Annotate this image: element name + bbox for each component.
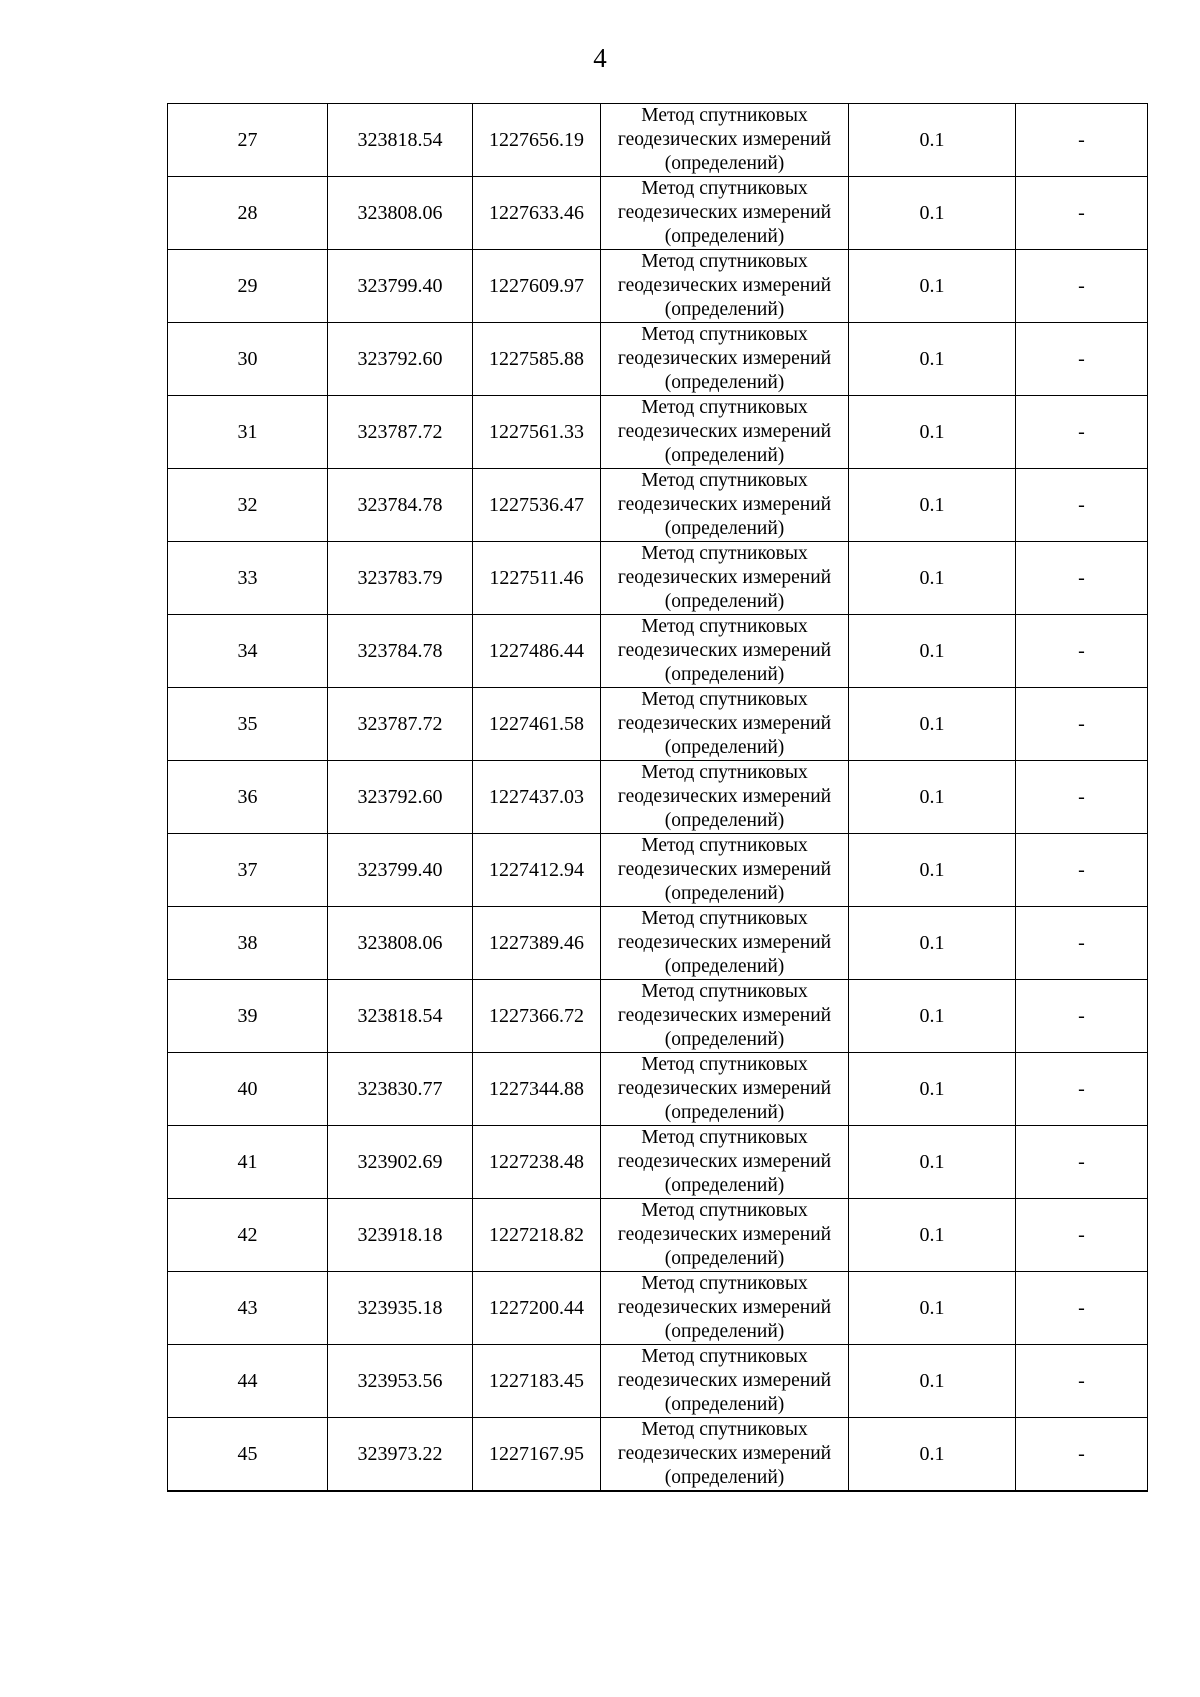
method-line: геодезических измерений [617, 567, 832, 588]
method-line: (определений) [664, 299, 785, 320]
method-line: геодезических измерений [617, 421, 832, 442]
method-line: Метод спутниковых [641, 543, 808, 564]
point-number-cell: 28 [168, 177, 328, 250]
note-cell: - [1016, 104, 1148, 177]
accuracy-cell: 0.1 [849, 177, 1016, 250]
method-cell [601, 1199, 849, 1272]
accuracy-cell: 0.1 [849, 980, 1016, 1053]
method-line: (определений) [664, 1175, 785, 1196]
table-body [168, 104, 1148, 1492]
method-line: геодезических измерений [617, 713, 832, 734]
method-line: Метод спутниковых [641, 1273, 808, 1294]
method-cell [601, 250, 849, 323]
method-line: Метод спутниковых [641, 981, 808, 1002]
accuracy-cell: 0.1 [849, 469, 1016, 542]
method-line: Метод спутниковых [641, 908, 808, 929]
method-line: (определений) [664, 1248, 785, 1269]
note-cell: - [1016, 1418, 1148, 1492]
accuracy-cell: 0.1 [849, 761, 1016, 834]
point-number-cell: 44 [168, 1345, 328, 1418]
method-line: геодезических измерений [617, 494, 832, 515]
method-cell [601, 1345, 849, 1418]
note-cell: - [1016, 688, 1148, 761]
x-coordinate-cell: 323799.40 [328, 834, 473, 907]
point-number-cell: 37 [168, 834, 328, 907]
point-number-cell: 35 [168, 688, 328, 761]
page-number: 4 [593, 43, 607, 73]
method-line: геодезических измерений [617, 1370, 832, 1391]
accuracy-cell: 0.1 [849, 615, 1016, 688]
table-row [168, 542, 1148, 615]
point-number-cell: 39 [168, 980, 328, 1053]
x-coordinate-cell: 323784.78 [328, 615, 473, 688]
y-coordinate-cell: 1227183.45 [473, 1345, 601, 1418]
method-line: Метод спутниковых [641, 397, 808, 418]
note-cell: - [1016, 542, 1148, 615]
y-coordinate-cell: 1227366.72 [473, 980, 601, 1053]
y-coordinate-cell: 1227609.97 [473, 250, 601, 323]
method-line: Метод спутниковых [641, 1200, 808, 1221]
accuracy-cell: 0.1 [849, 1272, 1016, 1345]
table-row [168, 688, 1148, 761]
y-coordinate-cell: 1227486.44 [473, 615, 601, 688]
x-coordinate-cell: 323799.40 [328, 250, 473, 323]
y-coordinate-cell: 1227238.48 [473, 1126, 601, 1199]
method-line: (определений) [664, 153, 785, 174]
method-line: геодезических измерений [617, 1297, 832, 1318]
y-coordinate-cell: 1227511.46 [473, 542, 601, 615]
y-coordinate-cell: 1227167.95 [473, 1418, 601, 1492]
method-line: Метод спутниковых [641, 1346, 808, 1367]
method-line: геодезических измерений [617, 348, 832, 369]
method-line: геодезических измерений [617, 640, 832, 661]
method-line: Метод спутниковых [641, 1419, 808, 1440]
method-line: (определений) [664, 591, 785, 612]
method-line: (определений) [664, 445, 785, 466]
method-line: (определений) [664, 226, 785, 247]
method-line: (определений) [664, 1467, 785, 1488]
note-cell: - [1016, 761, 1148, 834]
method-line: Метод спутниковых [641, 105, 808, 126]
note-cell: - [1016, 834, 1148, 907]
x-coordinate-cell: 323830.77 [328, 1053, 473, 1126]
method-line: (определений) [664, 737, 785, 758]
method-line: геодезических измерений [617, 1443, 832, 1464]
accuracy-cell: 0.1 [849, 834, 1016, 907]
coordinates-table [167, 103, 1148, 1492]
accuracy-cell: 0.1 [849, 1053, 1016, 1126]
table-row [168, 396, 1148, 469]
x-coordinate-cell: 323818.54 [328, 104, 473, 177]
note-cell: - [1016, 907, 1148, 980]
point-number-cell: 41 [168, 1126, 328, 1199]
point-number-cell: 36 [168, 761, 328, 834]
table-row [168, 1272, 1148, 1345]
table-row [168, 323, 1148, 396]
table-row [168, 177, 1148, 250]
method-line: Метод спутниковых [641, 689, 808, 710]
note-cell: - [1016, 1345, 1148, 1418]
x-coordinate-cell: 323935.18 [328, 1272, 473, 1345]
x-coordinate-cell: 323783.79 [328, 542, 473, 615]
note-cell: - [1016, 323, 1148, 396]
method-line: (определений) [664, 883, 785, 904]
method-line: Метод спутниковых [641, 470, 808, 491]
method-cell [601, 1053, 849, 1126]
method-cell [601, 761, 849, 834]
method-line: Метод спутниковых [641, 616, 808, 637]
y-coordinate-cell: 1227561.33 [473, 396, 601, 469]
table-row [168, 250, 1148, 323]
table-row [168, 1345, 1148, 1418]
x-coordinate-cell: 323918.18 [328, 1199, 473, 1272]
method-cell [601, 469, 849, 542]
method-line: (определений) [664, 1394, 785, 1415]
method-cell [601, 177, 849, 250]
table-row [168, 615, 1148, 688]
method-cell [601, 615, 849, 688]
method-line: геодезических измерений [617, 1078, 832, 1099]
method-line: Метод спутниковых [641, 762, 808, 783]
note-cell: - [1016, 469, 1148, 542]
method-line: (определений) [664, 1321, 785, 1342]
table-row [168, 1199, 1148, 1272]
method-cell [601, 688, 849, 761]
method-cell [601, 1126, 849, 1199]
table-row [168, 1126, 1148, 1199]
x-coordinate-cell: 323808.06 [328, 907, 473, 980]
point-number-cell: 38 [168, 907, 328, 980]
accuracy-cell: 0.1 [849, 323, 1016, 396]
method-line: геодезических измерений [617, 859, 832, 880]
accuracy-cell: 0.1 [849, 104, 1016, 177]
accuracy-cell: 0.1 [849, 250, 1016, 323]
y-coordinate-cell: 1227656.19 [473, 104, 601, 177]
x-coordinate-cell: 323784.78 [328, 469, 473, 542]
method-line: Метод спутниковых [641, 1127, 808, 1148]
method-line: (определений) [664, 664, 785, 685]
method-line: (определений) [664, 810, 785, 831]
note-cell: - [1016, 177, 1148, 250]
point-number-cell: 40 [168, 1053, 328, 1126]
point-number-cell: 45 [168, 1418, 328, 1492]
method-cell [601, 323, 849, 396]
y-coordinate-cell: 1227412.94 [473, 834, 601, 907]
point-number-cell: 30 [168, 323, 328, 396]
method-line: геодезических измерений [617, 129, 832, 150]
note-cell: - [1016, 1199, 1148, 1272]
table-row [168, 907, 1148, 980]
accuracy-cell: 0.1 [849, 907, 1016, 980]
method-cell [601, 907, 849, 980]
point-number-cell: 33 [168, 542, 328, 615]
x-coordinate-cell: 323902.69 [328, 1126, 473, 1199]
point-number-cell: 42 [168, 1199, 328, 1272]
method-cell [601, 396, 849, 469]
x-coordinate-cell: 323787.72 [328, 688, 473, 761]
x-coordinate-cell: 323792.60 [328, 323, 473, 396]
note-cell: - [1016, 1053, 1148, 1126]
method-line: геодезических измерений [617, 786, 832, 807]
point-number-cell: 27 [168, 104, 328, 177]
table-row [168, 104, 1148, 177]
accuracy-cell: 0.1 [849, 1199, 1016, 1272]
note-cell: - [1016, 396, 1148, 469]
note-cell: - [1016, 615, 1148, 688]
accuracy-cell: 0.1 [849, 688, 1016, 761]
method-line: (определений) [664, 956, 785, 977]
x-coordinate-cell: 323973.22 [328, 1418, 473, 1492]
y-coordinate-cell: 1227389.46 [473, 907, 601, 980]
method-line: Метод спутниковых [641, 324, 808, 345]
method-cell [601, 980, 849, 1053]
table-row [168, 1418, 1148, 1492]
method-line: геодезических измерений [617, 1151, 832, 1172]
table-row [168, 980, 1148, 1053]
table-row [168, 834, 1148, 907]
y-coordinate-cell: 1227218.82 [473, 1199, 601, 1272]
accuracy-cell: 0.1 [849, 396, 1016, 469]
method-line: (определений) [664, 518, 785, 539]
y-coordinate-cell: 1227437.03 [473, 761, 601, 834]
method-line: Метод спутниковых [641, 835, 808, 856]
method-cell [601, 834, 849, 907]
point-number-cell: 34 [168, 615, 328, 688]
y-coordinate-cell: 1227585.88 [473, 323, 601, 396]
method-line: геодезических измерений [617, 932, 832, 953]
method-cell [601, 1418, 849, 1492]
x-coordinate-cell: 323792.60 [328, 761, 473, 834]
method-line: (определений) [664, 1029, 785, 1050]
method-cell [601, 1272, 849, 1345]
table-row [168, 761, 1148, 834]
x-coordinate-cell: 323787.72 [328, 396, 473, 469]
method-line: Метод спутниковых [641, 1054, 808, 1075]
method-line: геодезических измерений [617, 275, 832, 296]
y-coordinate-cell: 1227461.58 [473, 688, 601, 761]
method-cell [601, 104, 849, 177]
x-coordinate-cell: 323808.06 [328, 177, 473, 250]
point-number-cell: 31 [168, 396, 328, 469]
note-cell: - [1016, 1272, 1148, 1345]
note-cell: - [1016, 1126, 1148, 1199]
method-line: геодезических измерений [617, 1224, 832, 1245]
y-coordinate-cell: 1227633.46 [473, 177, 601, 250]
point-number-cell: 32 [168, 469, 328, 542]
accuracy-cell: 0.1 [849, 1418, 1016, 1492]
method-line: Метод спутниковых [641, 251, 808, 272]
accuracy-cell: 0.1 [849, 1126, 1016, 1199]
y-coordinate-cell: 1227200.44 [473, 1272, 601, 1345]
y-coordinate-cell: 1227344.88 [473, 1053, 601, 1126]
method-line: геодезических измерений [617, 1005, 832, 1026]
table-row [168, 469, 1148, 542]
note-cell: - [1016, 980, 1148, 1053]
x-coordinate-cell: 323953.56 [328, 1345, 473, 1418]
accuracy-cell: 0.1 [849, 542, 1016, 615]
method-line: геодезических измерений [617, 202, 832, 223]
x-coordinate-cell: 323818.54 [328, 980, 473, 1053]
method-line: (определений) [664, 1102, 785, 1123]
point-number-cell: 29 [168, 250, 328, 323]
method-line: (определений) [664, 372, 785, 393]
method-cell [601, 542, 849, 615]
point-number-cell: 43 [168, 1272, 328, 1345]
y-coordinate-cell: 1227536.47 [473, 469, 601, 542]
table-row [168, 1053, 1148, 1126]
note-cell: - [1016, 250, 1148, 323]
accuracy-cell: 0.1 [849, 1345, 1016, 1418]
method-line: Метод спутниковых [641, 178, 808, 199]
